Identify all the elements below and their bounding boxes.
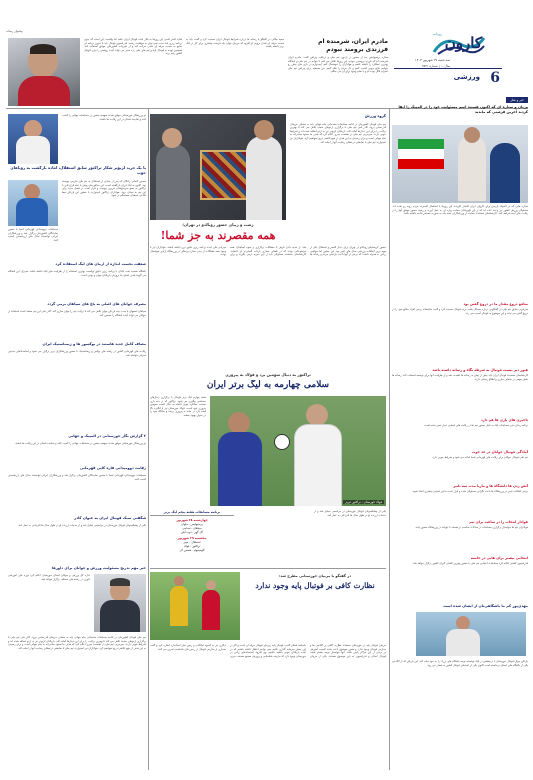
date-line: سه شنبه ۲۷ شهریور ۱۴۰۳ [414, 58, 450, 62]
player-portrait-photo [8, 38, 80, 106]
logo-mark [430, 32, 488, 58]
left-body-1b: مسابقات دوومیدانی قهرمانی آسیا با حضور نمایندگان کشورمان برگزار شد و ورزشکاران ایرانی توانستند مدال های ارزشمندی کسب کنند. [8, 228, 58, 242]
tractor-kicker: تراکتور به دنبال سومین برد و فولاد به پیروزی [225, 372, 311, 377]
left-body-5: دو ورزشکار خوزستانی موفق شدند سهمیه حضور در مسابقات جهانی را کسب کنند و نماینده استان در این رقابت ها باشند. [14, 442, 146, 445]
olympic-flag-photo [392, 125, 528, 203]
schedule-box [150, 510, 234, 564]
left-body-6: مسابقات دوومیدانی قهرمانی آسیا با حضور نمایندگان کشورمان برگزار شد و ورزشکاران ایرانی توانستند مدال های ارزشمندی کسب کنند. [8, 474, 146, 481]
left-body-7: یکی از پیشکسوتان فوتبال خوزستان در مراسمی تجلیل شد و از خدمات ارزنده او در طول سال ها قدردانی به عمل آمد. [17, 524, 146, 527]
right-body-4: برنامه زمان بندی مسابقات لیگ به دلیل حضور تیم ها در رقابت های آسیایی دچار تغییر شده است. [423, 424, 528, 427]
side-column-top-body: شاید کمتر کسی این روزها به فکر آینده فوتبال ایران باشد اما واقعیت این است که بدون برنامه ریزی بلند مدت نمی توان به موفقیت رسید. فدراسیون فوتبال باید با تدوین برنامه ای جامع به سمت حرفه ای شدن حرکت کند و از تجربیات کشورهای موفق استفاده کند. همچنین توجه به فوتبال پایه و تیم های ملی رده سنی می تواند آینده روشنی را برای فوتبال کشور رقم بزند. [84, 38, 182, 56]
masthead [392, 28, 502, 88]
center-body: تیم ملی فوتبال کشورمان در ادامه مسابقات مقدماتی جام جهانی باید به مصاف حریفان قدرتمندی برود. کادر فنی تیم ملی با برگزاری اردوهای متعدد تلاش می کند تا بهترین ترکیب را برای این دیدارها آماده کند. بازیکنان لژیونر نیز به اردو اضافه شده اند و شرایط خوبی دارند. سرمربی تیم ملی در نشست خبری اعلام کرد که هدف ما صعود مقتدرانه به جام جهانی است و برای رسیدن به این هدف از هیچ تلاشی دریغ نخواهیم کرد. هواداران نیز امیدوارند تیم ملی با نمایشی درخشان رضایت آنها را جلب کند. [290, 122, 386, 144]
top-note: پیشواز رسانه [6, 29, 23, 33]
official-portrait-photo [94, 574, 146, 632]
schedule-match-2-2: تراکتور - فولاد [183, 544, 201, 548]
top-story-headline-1: مادرم ایران، شرمنده ام [318, 38, 388, 45]
kanaani-photo [8, 180, 58, 226]
schedule-match-2-1: استقلال - خیبر [183, 540, 201, 544]
right-headline-7: انتخابی بیشتر برای هایی در جامعه [470, 556, 528, 560]
left-headline-7: شگفتی سبک فوتبال ایران به عنوان کادر [74, 516, 146, 520]
photo-caption: فولاد خوزستان - تراکتور تبریز [345, 500, 382, 504]
top-story-body: ستاره پرسپولیس بعد از حضور در اردوی تیم ملی و دریافت پیراهن گفت: مادرم ایران شرمنده ام که فرزند برومندی نبودم. این روزها تلاش می کنم تا بتوانم در تیم ملی و باشگاه بهترین عملکرد را داشته باشم و هواداران را خوشحال کنم. امیدوارم در بازی های پیش رو بتوانیم نتایج خوبی کسب کنیم و دل مردم را شاد کنیم. من همیشه برای پیراهن تیم ملی احترام قائل بوده ام و با تمام وجود برای آن می جنگم. [288, 56, 388, 74]
logo-sub: روزنامه [432, 32, 442, 36]
right-headline-1: منافع دروغ مقدار ما در دروغ گفتن بود [463, 302, 528, 306]
bottom-kicker: در گفتگو با مربیان خوزستانی مطرح شد: [278, 574, 352, 578]
right-headline-4: آمادگی فوتبال جوانان در حد خوب [471, 450, 528, 454]
right-headline-8: مهدی‌پور کم ما باشگاهی‌تان از ایشان شده است [443, 604, 528, 608]
young-player-photo [416, 612, 526, 656]
youth-match-photo [150, 572, 240, 640]
issue-line: سال ... | شماره ۳۵۳۱ [422, 64, 450, 68]
left-top-body: مجید جلالی در گفتگو با رسانه ها درباره شرایط فوتبال ایران صحبت کرد و گفت باید به سمت حرفه ای شدن برویم. او افزود که مربیان جوان باید فرصت بیشتری برای کار در لیگ برتر داشته باشند. [186, 38, 284, 49]
ronaldo-carpet-photo [150, 114, 286, 220]
lionel-photo [8, 114, 58, 164]
left-body-bottom: تیم ملی فوتبال کشورمان در ادامه مسابقات مقدماتی جام جهانی باید به مصاف حریفان قدرتمندی برود. کادر فنی تیم ملی با برگزاری اردوهای متعدد تلاش می کند تا بهترین ترکیب را برای این دیدارها آماده کند. بازیکنان لژیونر نیز به اردو اضافه شده اند و شرایط خوبی دارند. سرمربی تیم ملی در نشست خبری اعلام کرد که هدف ما صعود مقتدرانه به جام جهانی است و برای رسیدن به این هدف از هیچ تلاشی دریغ نخواهیم کرد. هواداران نیز امیدوارند تیم ملی با نمایشی درخشان رضایت آنها را جلب کند. [8, 636, 146, 650]
page-number: 6 [490, 70, 500, 86]
section-badge [394, 68, 502, 86]
bottom-body: مربیان فوتبال پایه در خوزستان معتقدند نظارت کافی بر آکادمی ها و مدارس فوتبال وجود ندارد و همین موضوع باعث شده کیفیت آموزش در برخی از این مراکز پایین باشد. آنها خواستار توجه بیشتر هیئت فوتبال استان و فدراسیون به این موضوع هستند. یکی از مربیان باسابقه استان گفت: فوتبال پایه زیربنای فوتبال حرفه ای است و اگر در این بخش سرمایه گذاری نکنیم نمی توانیم انتظار داشته باشیم که در آینده بازیکنان خوبی داشته باشیم. وی افزود: استعدادهای زیادی در خوزستان وجود دارد که نیازمند شناسایی و پرورش صحیح هستند. مربی دیگری نیز به کمبود امکانات و زمین های استاندارد اشاره کرد و گفت بسیاری از مدارس فوتبال در زمین های نامناسب تمرین می کنند. [150, 644, 386, 658]
feature-body: حضور کریستیانو رونالدو در تهران برای دیدار النصر و استقلال یکی از مهم ترین اتفاقات ورزشی سال های اخیر بود. این حضور اما حواشی زیادی به همراه داشت که برخی از آنها باعث ناراحتی مردم و رسانه ها شد. از هدیه دادن فرش تا مشکلات برگزاری و نحوه استقبال، همه موضوعاتی بودند که در فضای مجازی بازتاب گسترده ای داشتند. کارشناسان معتقدند مسئولان باید از این تجربه درس بگیرند و برای میزبانی های آینده برنامه ریزی دقیق تری داشته باشند. هواداران نیز با وجود همه مشکلات از دیدن ستاره پرتغالی در ورزشگاه آزادی خوشحال بودند. [150, 246, 386, 257]
right-headline-5: آتش زدن ها دانشگاه ها و ماریا مدت سه تاثیر [453, 484, 528, 488]
schedule-day-2: پنجشنبه ۲۹ شهریور [177, 536, 207, 540]
left-body-3: سپاهان اصفهان با جذب چند بازیکن جوان تلاش می کند تا ترکیب تیم را جوان سازی کند. کادر فنی این تیم معتقد است استفاده از جوانان می تواند آینده باشگاه را تضمین کند. [8, 310, 146, 317]
news-box-body: ستاره هایی که در المپیک پاریس برای کاروان ایران افتخار آفریدند این روزها با استقبال گسترده مردم روبه رو شده اند. مسئولان ورزش کشور نیز وعده داده اند که از این قهرمانان حمایت ویژه ای به عمل آورند و زمینه حضور موفق آنها را در رقابت های آینده فراهم کنند. کارشناسان معتقدند حمایت از ورزشکاران نخبه باید به صورت مستمر ادامه داشته باشد. [392, 205, 528, 216]
news-box-label-text: خبر و نظر [510, 98, 524, 102]
right-body-7: هواداران تیم ها خواستار برگزاری مسابقات در ساعات مناسب تر هستند تا بتوانند در ورزشگاه حضور یابند. [414, 526, 528, 529]
schedule-match-1-1: پرسپولیس - ملوان [181, 522, 203, 526]
top-story [288, 38, 388, 100]
left-body-2: باشگاه صنعت نفت آبادان با برنامه ریزی دقیق توانست بهترین استفاده را از ظرفیت های لیگ داشته باشد. مدیران این باشگاه می گویند هدف اصلی ما پرورش بازیکنان جوان و بومی است. [8, 270, 146, 277]
football-match-photo [210, 396, 386, 506]
logo-text: کارون [444, 34, 482, 52]
left-headline-8: خبر مهم تدریج مسئولیت ورزش و جوانان برای داورها [51, 566, 146, 570]
tractor-headline: سلامی چهارمه به لیگ برتر ایران [206, 380, 330, 390]
schedule-title: برنامه مسابقات هفته پنجم لیگ برتر [150, 510, 234, 516]
right-headline-3: تاخیری های بازی ها هم دارد [480, 418, 528, 422]
tractor-body: هفته چهارم لیگ برتر فوتبال با برگزاری دیدارهای حساسی پیگیری می شود. تراکتور که در سه بازی نخست عملکرد خوبی داشته به دنبال کسب سومین پیروزی خود است. فولاد خوزستان نیز با انگیزه بالا قصد دارد در خانه به پیروزی برسد و جایگاه خود را در جدول بهبود بخشد. [150, 396, 206, 417]
center-subhead: گروه ورزش [364, 114, 386, 118]
right-headline-6: هوادار انتخاب را در ساعت برای تیم [469, 520, 528, 524]
left-body-1: حسین کنعانی زادگان که پس از جدایی از استقلال به تیم های خارجی پیوسته بود، اکنون به لیگ ایران بازگشته است. این مدافع ملی پوش با عقد قراردادی با تراکتور به جمع سرخپوشان تبریزی پیوست و قرار است در فصل جدید برای این تیم به میدان برود. هواداران تراکتور امیدوارند با حضور این بازیکن خط دفاعی تیمشان مستحکم تر شود. [62, 180, 146, 198]
right-body-5: تیم ملی فوتبال جوانان برای رقابت های قهرمانی آسیا آماده می شود و شرایط خوبی دارد. [431, 456, 528, 459]
right-body-3: کارشناسان معتقدند فوتبال ایران باید بیش از پیش به رسانه ها اهمیت دهد و از ظرفیت آنها برای توسعه استفاده کند. رسانه ها نقش مهمی در شفاف سازی و اطلاع رسانی دارند. [392, 374, 528, 381]
left-body-4: رقابت های قهرمانی کشور در رشته های بوکس و ژیمناستیک با حضور ورزشکاران برتر برگزار می شود و استعدادهای جدیدی معرفی خواهند شد. [8, 350, 146, 357]
left-headline-3: مصرف جوانان های اصلی به باغ های سپاهان برمی گردد [47, 302, 146, 306]
right-body-9: بازیکن جوان فوتبال خوزستان با درخشش در لیگ توانسته توجه باشگاه های بزرگ را به خود جلب کند. این بازیکن که از آکادمی یکی از باشگاه های استان برخاسته است اکنون یکی از امیدهای فوتبال کشور به شمار می رود. [392, 660, 528, 667]
schedule-match-1-3: گل گهر - ذوب آهن [181, 530, 203, 534]
feature-headline: همه مقصرند به جز شما! [160, 229, 276, 242]
left-col-pre: دو ورزشکار خوزستانی موفق شدند سهمیه حضور در مسابقات جهانی را کسب کنند و نماینده استان در این رقابت ها باشند. [62, 114, 146, 121]
left-headline-1: با یک خرید لژیونر شکار تراکتور سابق استقلال، آماده بازگشت به رویاهای خوب [10, 166, 146, 175]
section-name: ورزشی [453, 73, 480, 81]
left-body-8: اداره کل ورزش و جوانان استان خوزستان اعلام کرد دوره های آموزشی داوری در رشته های مختلف برگزار خواهد شد. [8, 574, 90, 581]
left-headline-4: مصاف کامل جدید هاستند در بوکسور ها و ژیمناستیک ایران [42, 342, 146, 346]
left-headline-2: صعفت نخست اندازه از آرمان های لیگ استفاده کرد [55, 262, 146, 266]
tractor-body-cont: یکی از پیشکسوتان فوتبال خوزستان در مراسمی تجلیل شد و از خدمات ارزنده او در طول سال ها قدردانی به عمل آمد. [314, 510, 386, 517]
left-headline-5: ۲ گزارش نگار خوزستانی در المپیک و جهانی [68, 434, 146, 438]
bottom-headline: نظارت کافی بر فوتبال پایه وجود ندارد [255, 581, 375, 590]
right-body-2: سرمربی سابق تیم ملی در گفتگویی درباره مسائل پشت پرده فوتبال صحبت کرد و گفت متاسفانه برخی افراد منافع خود را در دروغ گفتن می بینند و این موضوع به فوتبال آسیب می زند. [392, 308, 528, 315]
schedule-match-1-2: سپاهان - نساجی [182, 526, 202, 530]
right-headline-2: هنوز دیر نیست فوتبال به شرطه نگاه و رسانه داشته باشد [432, 368, 528, 372]
top-story-headline-2: فرزندی برومند نبودم [326, 46, 388, 53]
schedule-match-2-3: آلومینیوم - شمس آذر [179, 548, 205, 552]
news-box-label [506, 97, 528, 103]
left-headline-6: رقابت دوومیدانی قاره کاپی قهرمانی [79, 466, 146, 470]
right-body-6: برخی اتفاقات اخیر در ورزشگاه ها باعث نگرانی مسئولان شده و قرار است تدابیر امنیتی بیشتری اتخاذ شود. [412, 490, 528, 493]
right-body-8: فدراسیون کشتی اعلام کرد مسابقات انتخابی تیم ملی با حضور بهترین کشتی گیران کشور برگزار خواهد شد. [412, 562, 528, 565]
schedule-day-1: چهارشنبه ۲۸ شهریور [176, 518, 208, 522]
news-box-headline: وزنان و ستاره ای که اکنون هستند اسم مسئولیت خود را در المپیک را ایفا کردند آخرین فرصتی که ماندند [398, 105, 528, 114]
news-box [392, 95, 528, 163]
feature-kicker: زشت و زیبای حضور روبالدو در تهران؛ [182, 222, 254, 227]
